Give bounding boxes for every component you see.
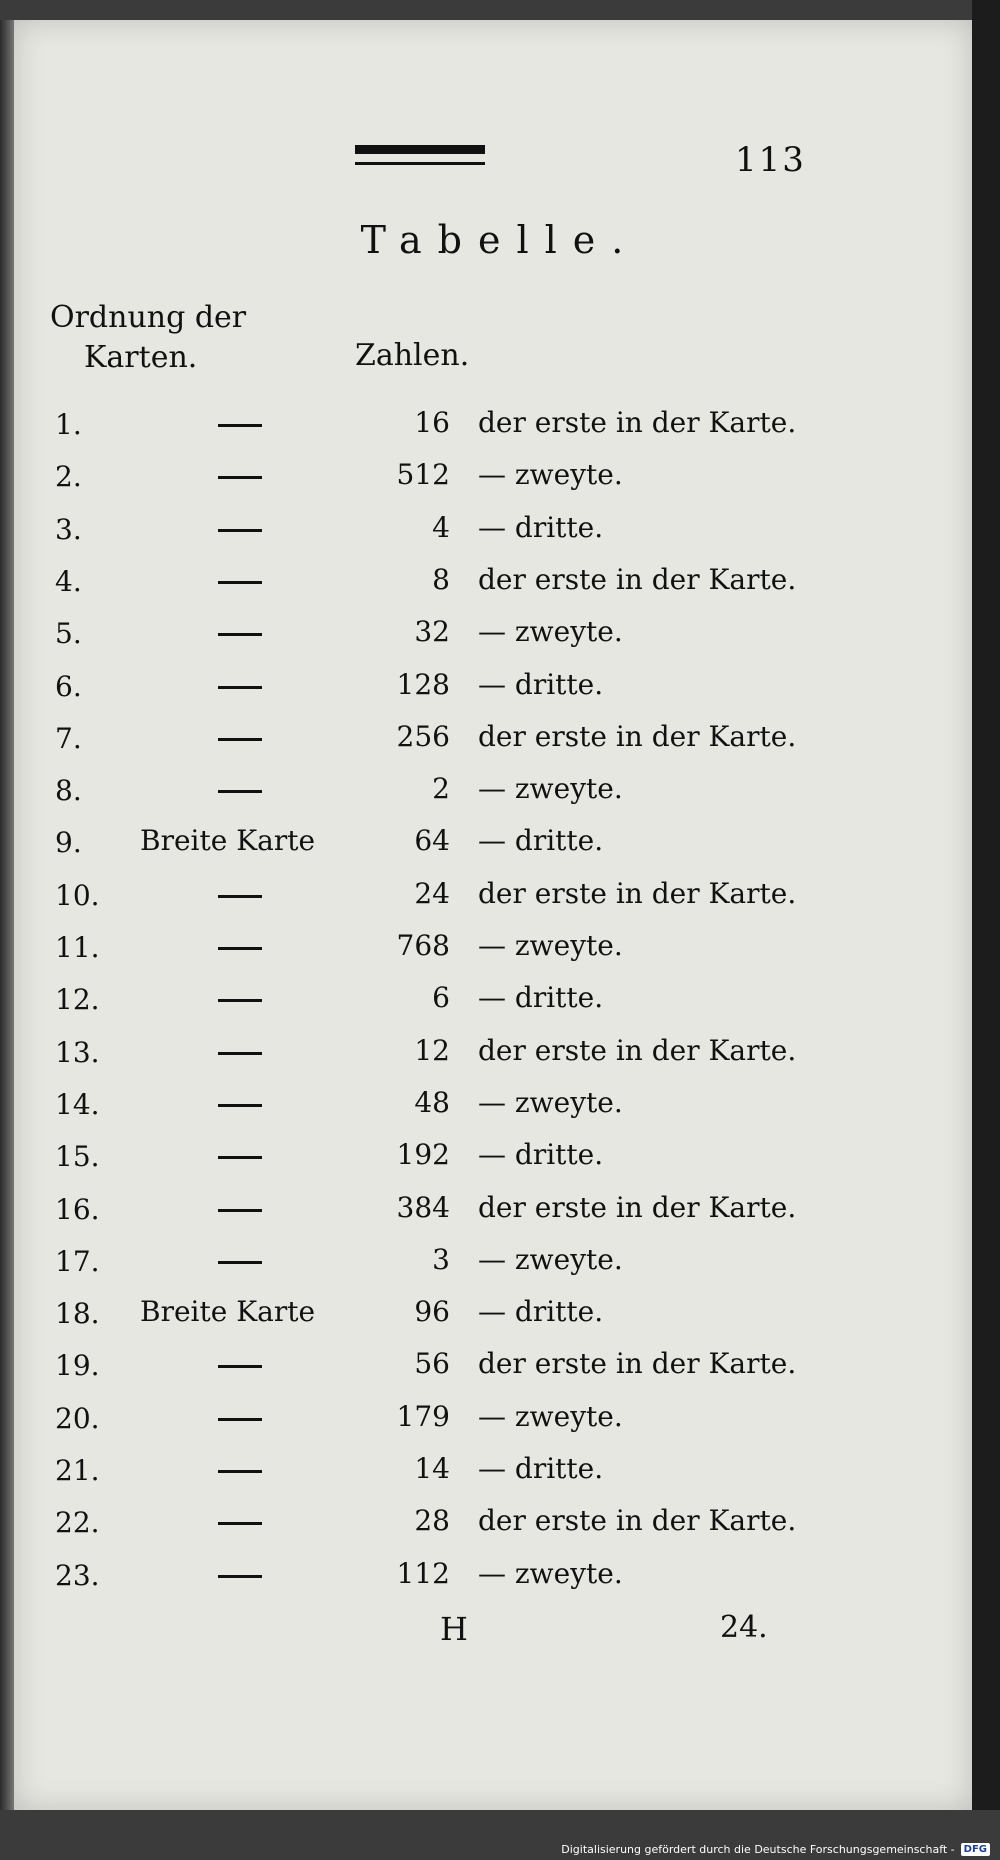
- row-number: 14.: [55, 1087, 100, 1121]
- position-description: der erste in der Karte.: [478, 1347, 797, 1381]
- number-value: 8: [432, 562, 450, 596]
- number-value: 12: [414, 1033, 450, 1067]
- position-description: — zweyte.: [478, 1085, 623, 1119]
- digitization-credit: [560, 1838, 990, 1860]
- ditto-dash: [218, 790, 262, 793]
- position-description: der erste in der Karte.: [478, 1190, 797, 1224]
- credit-text: Digitalisierung gefördert durch die Deutsche Forschungsgemeinschaft -: [561, 1842, 955, 1856]
- position-description: — dritte.: [478, 824, 604, 858]
- row-number: 16.: [55, 1192, 100, 1226]
- table-row: [0, 1028, 1000, 1080]
- row-number: 8.: [55, 774, 82, 808]
- table-row: [0, 1185, 1000, 1237]
- table-row: [0, 714, 1000, 766]
- table-row: [0, 1341, 1000, 1393]
- row-number: 5.: [55, 617, 82, 651]
- table-row: [0, 400, 1000, 452]
- position-description: der erste in der Karte.: [478, 1504, 797, 1538]
- row-number: 3.: [55, 512, 82, 546]
- row-number: 2.: [55, 460, 82, 494]
- table-row: [0, 1080, 1000, 1132]
- header-rule-thin: [355, 162, 485, 165]
- position-description: der erste in der Karte.: [478, 562, 797, 596]
- table-row: [0, 818, 1000, 870]
- table-row: [0, 1498, 1000, 1550]
- position-description: der erste in der Karte.: [478, 1033, 797, 1067]
- number-value: 256: [396, 719, 450, 753]
- number-value: 28: [414, 1504, 450, 1538]
- ditto-dash: [218, 1575, 262, 1578]
- table-row: [0, 871, 1000, 923]
- catchword: 24.: [720, 1610, 768, 1645]
- table-row: [0, 923, 1000, 975]
- number-value: 3: [432, 1242, 450, 1276]
- number-value: 6: [432, 981, 450, 1015]
- number-value: 192: [396, 1138, 450, 1172]
- position-description: — zweyte.: [478, 1242, 623, 1276]
- row-number: 21.: [55, 1454, 100, 1487]
- number-value: 64: [414, 824, 450, 858]
- number-value: 14: [414, 1452, 450, 1485]
- number-value: 179: [396, 1399, 450, 1433]
- number-value: 384: [396, 1190, 450, 1224]
- position-description: — dritte.: [478, 510, 604, 544]
- table-title: Tabelle.: [360, 218, 640, 262]
- position-description: der erste in der Karte.: [478, 719, 797, 753]
- number-value: 48: [414, 1085, 450, 1119]
- signature-mark: H: [440, 1610, 468, 1648]
- position-description: — zweyte.: [478, 772, 623, 806]
- number-value: 2: [432, 772, 450, 806]
- row-number: 13.: [55, 1035, 100, 1069]
- column-header-order-line2: Karten.: [84, 340, 198, 375]
- column-header-order: [50, 298, 290, 378]
- number-value: 512: [396, 458, 450, 492]
- position-description: — dritte.: [478, 981, 604, 1015]
- ditto-dash: [218, 581, 262, 584]
- ditto-dash: [218, 1470, 262, 1473]
- column-header-numbers: Zahlen.: [355, 338, 470, 373]
- row-number: 22.: [55, 1506, 100, 1540]
- table-row: [0, 609, 1000, 661]
- dfg-logo: DFG: [961, 1843, 990, 1856]
- ditto-dash: [218, 686, 262, 689]
- table-row: [0, 1394, 1000, 1446]
- ditto-dash: [218, 424, 262, 427]
- row-number: 6.: [55, 669, 82, 703]
- number-value: 32: [414, 615, 450, 649]
- ditto-dash: [218, 1052, 262, 1055]
- column-header-order-line1: Ordnung der: [50, 300, 247, 335]
- row-number: 18.: [55, 1297, 100, 1331]
- row-number: 1.: [55, 408, 82, 441]
- position-description: — zweyte.: [478, 615, 623, 649]
- page-number: 113: [735, 140, 806, 180]
- ditto-dash: [218, 738, 262, 741]
- ditto-dash: [218, 1365, 262, 1368]
- table-row: [0, 766, 1000, 818]
- ditto-dash: [218, 1104, 262, 1107]
- position-description: — dritte.: [478, 667, 604, 701]
- number-value: 4: [432, 510, 450, 544]
- table-row: [0, 1132, 1000, 1184]
- row-number: 11.: [55, 931, 100, 964]
- table-row: [0, 975, 1000, 1027]
- row-number: 17.: [55, 1244, 100, 1278]
- position-description: — zweyte.: [478, 458, 623, 492]
- number-value: 128: [396, 667, 450, 701]
- row-number: 7.: [55, 721, 82, 755]
- position-description: — zweyte.: [478, 929, 623, 962]
- table-row: [0, 1237, 1000, 1289]
- row-number: 19.: [55, 1349, 100, 1383]
- row-number: 15.: [55, 1140, 100, 1174]
- number-value: 112: [396, 1556, 450, 1590]
- ditto-dash: [218, 633, 262, 636]
- ditto-dash: [218, 1156, 262, 1159]
- row-number: 10.: [55, 878, 100, 912]
- ditto-dash: [218, 1209, 262, 1212]
- position-description: der erste in der Karte.: [478, 876, 797, 910]
- table-row: [0, 1446, 1000, 1498]
- ditto-dash: [218, 895, 262, 898]
- table-row: [0, 1289, 1000, 1341]
- number-value: 16: [414, 406, 450, 439]
- ditto-dash: [218, 947, 262, 950]
- ditto-dash: [218, 529, 262, 532]
- position-description: — zweyte.: [478, 1556, 623, 1590]
- ditto-dash: [218, 1261, 262, 1264]
- position-description: der erste in der Karte.: [478, 406, 797, 439]
- ditto-dash: [218, 999, 262, 1002]
- table-row: [0, 557, 1000, 609]
- card-label: Breite Karte: [140, 824, 316, 858]
- position-description: — dritte.: [478, 1138, 604, 1172]
- number-value: 96: [414, 1295, 450, 1329]
- row-number: 4.: [55, 564, 82, 598]
- table-row: [0, 505, 1000, 557]
- number-value: 768: [396, 929, 450, 962]
- ditto-dash: [218, 1418, 262, 1421]
- ditto-dash: [218, 476, 262, 479]
- header-rule-thick: [355, 145, 485, 154]
- table-row: [0, 662, 1000, 714]
- table-row: [0, 452, 1000, 504]
- number-value: 24: [414, 876, 450, 910]
- row-number: 9.: [55, 826, 82, 860]
- table-row: [0, 1551, 1000, 1603]
- position-description: — dritte.: [478, 1452, 604, 1485]
- card-label: Breite Karte: [140, 1295, 316, 1329]
- position-description: — dritte.: [478, 1295, 604, 1329]
- number-value: 56: [414, 1347, 450, 1381]
- row-number: 12.: [55, 983, 100, 1017]
- row-number: 20.: [55, 1401, 100, 1435]
- position-description: — zweyte.: [478, 1399, 623, 1433]
- ditto-dash: [218, 1522, 262, 1525]
- row-number: 23.: [55, 1558, 100, 1592]
